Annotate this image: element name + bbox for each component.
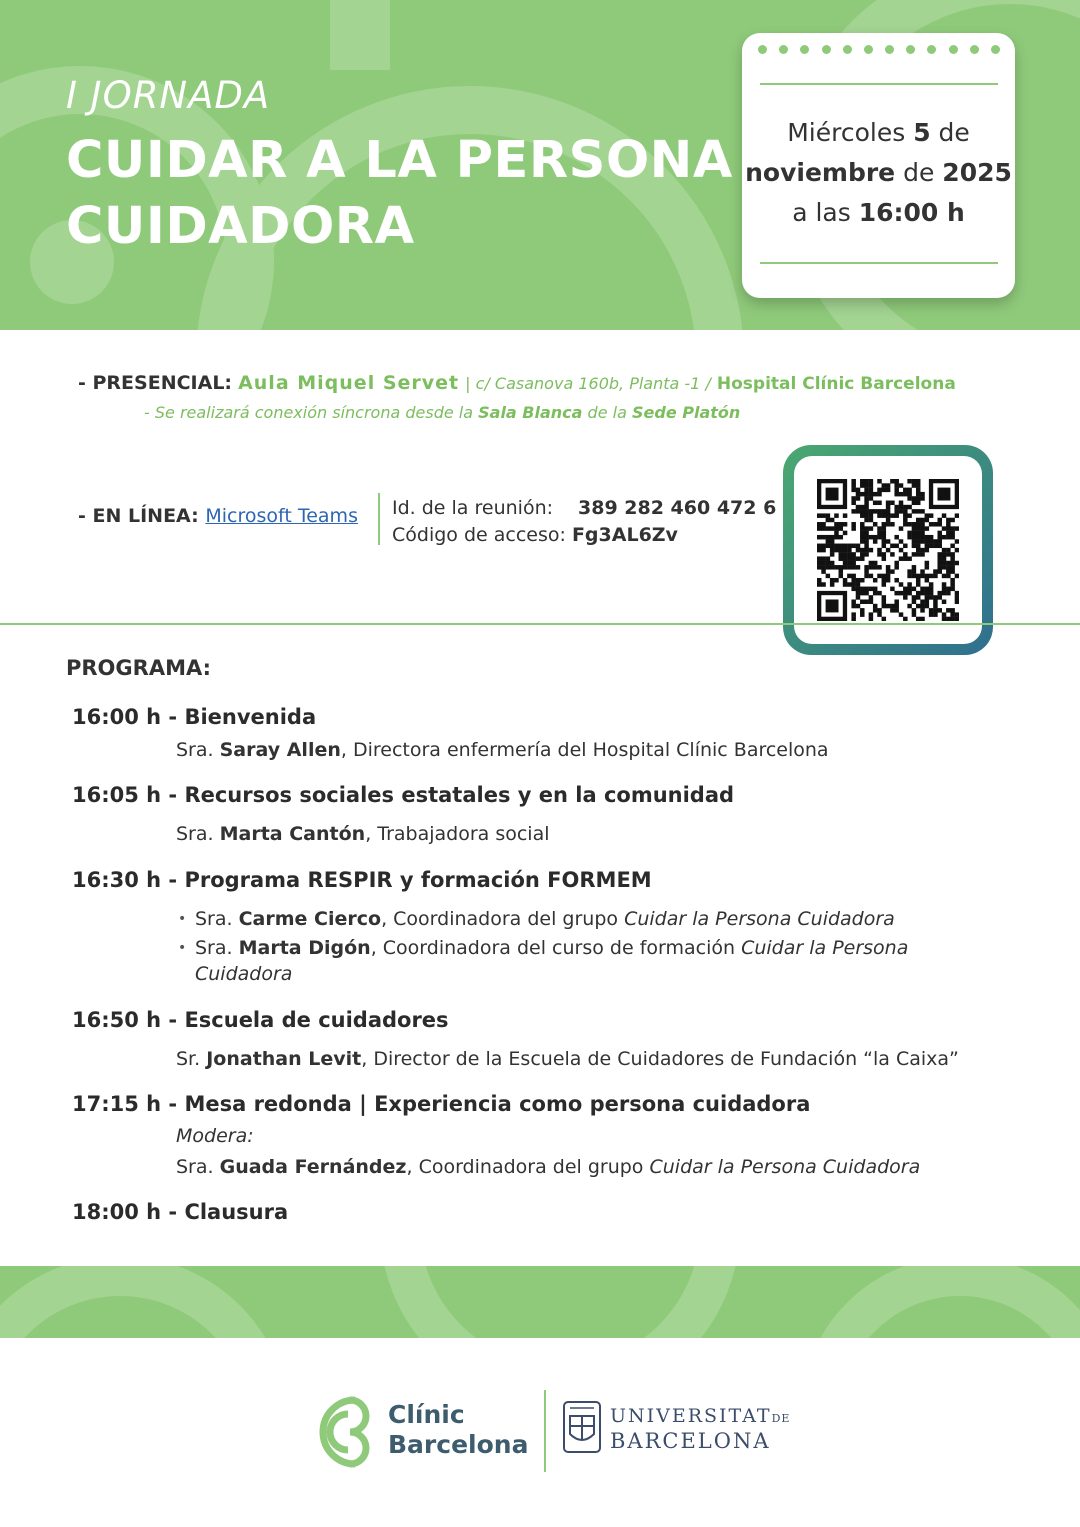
teams-link[interactable]: Microsoft Teams [205, 505, 358, 527]
slot-social-resources: 16:05 h - Recursos sociales estatales y en la comunidad [72, 783, 735, 807]
event-kicker: I JORNADA [66, 74, 271, 117]
meeting-id: 389 282 460 472 6 [578, 497, 777, 519]
meeting-details [392, 495, 777, 549]
meeting-id-label: Id. de la reunión: [392, 497, 554, 519]
online-separator [378, 493, 380, 545]
online-label: - EN LÍNEA: [78, 505, 199, 527]
online-info [78, 505, 358, 527]
slot-closing: 18:00 h - Clausura [72, 1200, 289, 1224]
speaker-guada-fernandez: Sra. Guada Fernández, Coordinadora del grupo Cuidar la Persona Cuidadora [176, 1156, 921, 1178]
sync-connection-note: - Se realizará conexión síncrona desde la Sala Blanca de la Sede Platón [144, 403, 741, 422]
clinic-barcelona-wordmark: Clínic Barcelona [388, 1400, 529, 1459]
event-date: Miércoles 5 de noviembre de 2025 a las 16:00 h [745, 118, 1012, 227]
program-title: PROGRAMA: [66, 656, 212, 680]
access-code-label: Código de acceso: [392, 524, 566, 546]
speaker-marta-canton: Sra. Marta Cantón, Trabajadora social [176, 823, 550, 845]
event-title [66, 128, 733, 260]
speaker-marta-digon: Sra. Marta Digón, Coordinadora del curso de formación Cuidar la Persona [195, 937, 909, 959]
logo-separator [544, 1390, 546, 1472]
speaker-marta-digon-cont: Cuidadora [195, 963, 293, 985]
title-line-1: CUIDAR A LA PERSONA [66, 131, 733, 190]
bullet-icon: • [178, 940, 187, 956]
footer-decoration [0, 1266, 1080, 1338]
speaker-saray-allen: Sra. Saray Allen, Directora enfermería del Hospital Clínic Barcelona [176, 739, 829, 761]
header-banner [0, 0, 1080, 330]
ub-wordmark: UNIVERSITATDE BARCELONA [610, 1405, 791, 1453]
date-card-rule-top [760, 83, 998, 85]
title-line-2: CUIDADORA [66, 197, 415, 256]
venue-name: Aula Miquel Servet [238, 372, 460, 394]
section-divider [0, 623, 1080, 625]
qr-code-icon[interactable] [817, 479, 959, 621]
clinic-barcelona-logo-icon [310, 1388, 380, 1476]
in-person-label: - PRESENCIAL: [78, 372, 233, 394]
speaker-jonathan-levit: Sr. Jonathan Levit, Director de la Escuela de Cuidadores de Fundación “la Caixa” [176, 1048, 959, 1070]
slot-welcome: 16:00 h - Bienvenida [72, 705, 317, 729]
ub-seal-icon [562, 1400, 602, 1454]
calendar-rings-icon [754, 45, 1004, 57]
date-card [742, 33, 1015, 298]
moderator-label: Modera: [176, 1125, 254, 1147]
slot-caregiver-school: 16:50 h - Escuela de cuidadores [72, 1008, 449, 1032]
in-person-info [78, 372, 956, 394]
access-code: Fg3AL6Zv [571, 524, 678, 546]
venue-hospital: Hospital Clínic Barcelona [716, 374, 956, 394]
venue-address: | c/ Casanova 160b, Planta -1 / [465, 374, 711, 393]
slot-round-table: 17:15 h - Mesa redonda | Experiencia como persona cuidadora [72, 1092, 811, 1116]
slot-respir-formem: 16:30 h - Programa RESPIR y formación FORMEM [72, 868, 652, 892]
date-card-rule-bottom [760, 262, 998, 264]
footer-band [0, 1266, 1080, 1338]
bullet-icon: • [178, 911, 187, 927]
speaker-carme-cierco: Sra. Carme Cierco, Coordinadora del grupo Cuidar la Persona Cuidadora [195, 908, 895, 930]
